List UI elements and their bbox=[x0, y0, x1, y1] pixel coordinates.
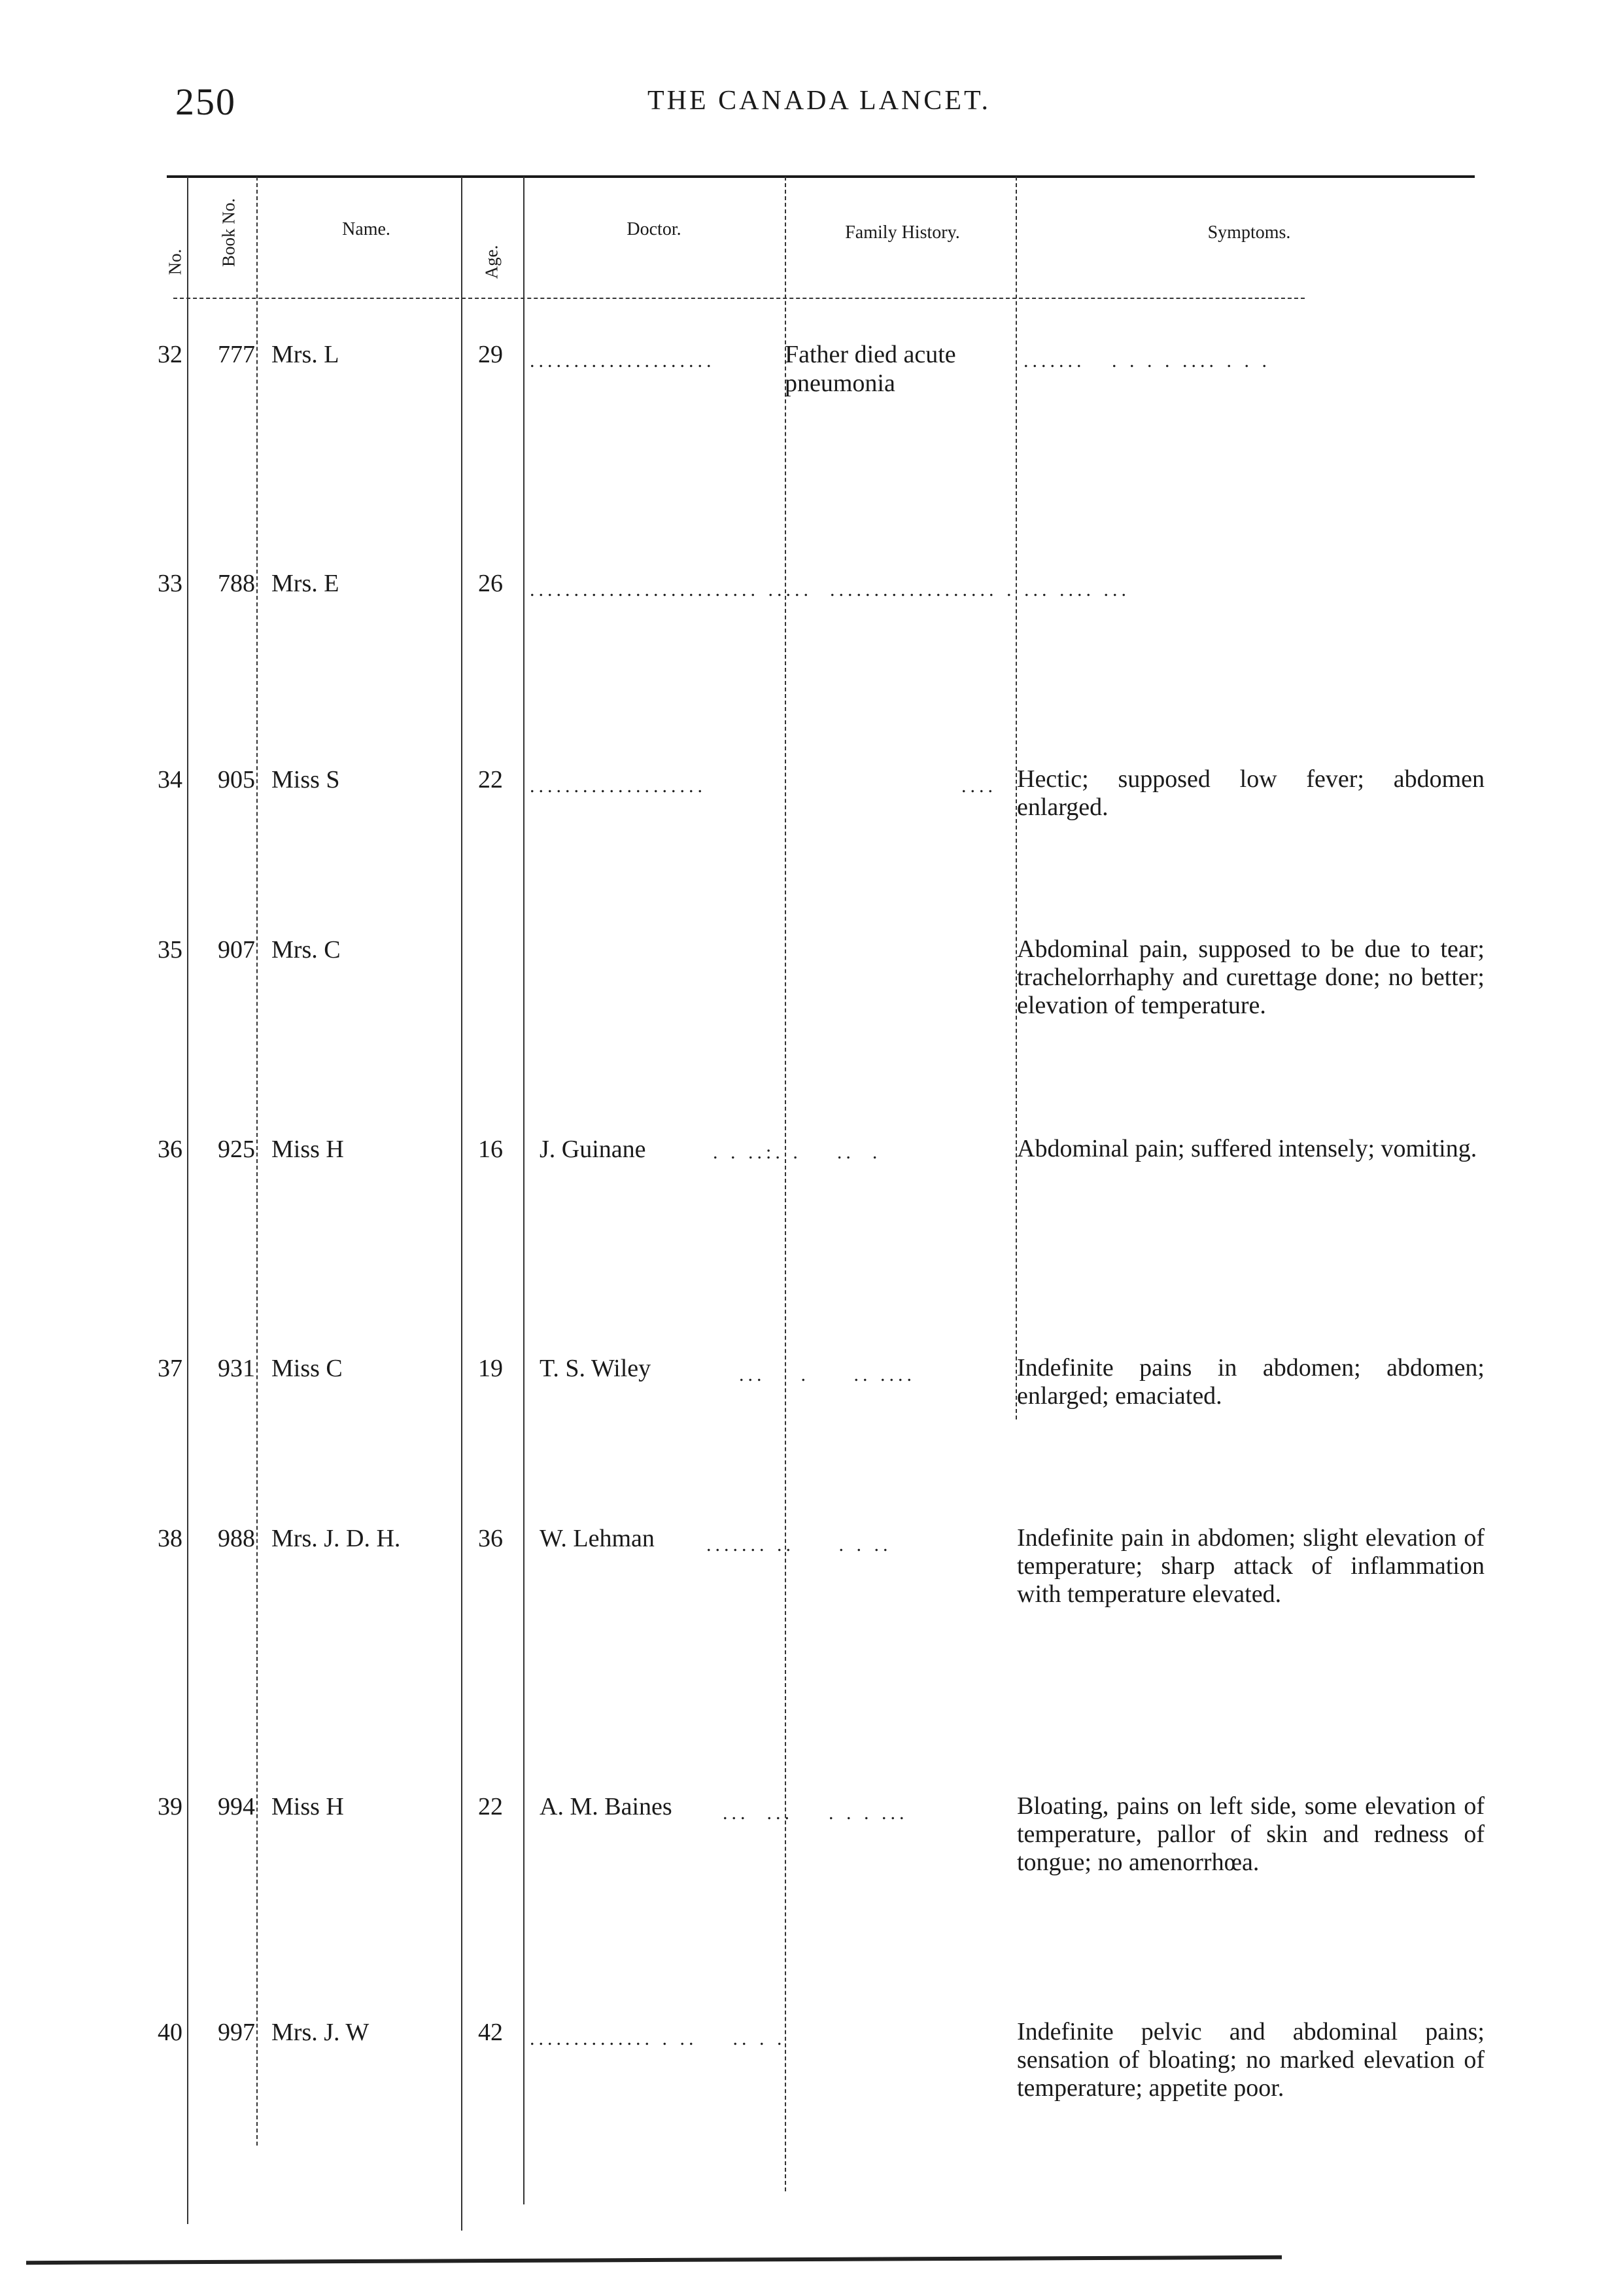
table-row bbox=[0, 569, 1599, 597]
patient-age: 29 bbox=[478, 341, 503, 368]
book-number: 788 bbox=[218, 570, 255, 597]
book-number: 994 bbox=[218, 1793, 255, 1820]
row-number: 39 bbox=[158, 1793, 182, 1820]
row-number: 33 bbox=[158, 570, 182, 597]
book-number: 931 bbox=[218, 1355, 255, 1382]
dot-leader: ... . .. .... bbox=[739, 1364, 916, 1385]
dot-leader: ....... . . . . .... . . . bbox=[1023, 350, 1271, 372]
dot-leader: ..................... bbox=[530, 350, 715, 372]
doctor-name: A. M. Baines bbox=[540, 1793, 672, 1820]
dot-leader: ... ... . . . ... bbox=[723, 1802, 908, 1824]
book-number: 925 bbox=[218, 1136, 255, 1163]
dot-leader: .................... bbox=[530, 775, 706, 797]
patient-name: Miss H bbox=[271, 1136, 344, 1163]
patient-age: 19 bbox=[478, 1355, 503, 1382]
doctor-name: T. S. Wiley bbox=[540, 1355, 651, 1382]
table-row bbox=[0, 1524, 1599, 1608]
column-header-name: Name. bbox=[342, 219, 390, 239]
column-divider-age bbox=[523, 177, 524, 2204]
column-header-book-no: Book No. bbox=[218, 198, 239, 268]
page-number: 250 bbox=[175, 80, 236, 123]
symptoms: Bloating, pains on left side, some elevation of temperature, pallor of skin and redness of tongue; no amenorrhœa. bbox=[1017, 1792, 1485, 1876]
row-number: 36 bbox=[158, 1136, 182, 1163]
book-number: 777 bbox=[218, 341, 255, 368]
row-number: 38 bbox=[158, 1525, 182, 1552]
patient-name: Mrs. E bbox=[271, 570, 339, 597]
patient-name: Miss S bbox=[271, 766, 340, 793]
doctor-name: J. Guinane bbox=[540, 1136, 646, 1163]
symptoms: Hectic; supposed low fever; abdomen enlarged. bbox=[1017, 765, 1485, 821]
patient-age: 22 bbox=[478, 766, 503, 793]
dot-leader: ....... .. . . .. bbox=[706, 1534, 892, 1556]
symptoms: Indefinite pain in abdomen; slight elevation of temperature; sharp attack of inflammation with temperature elevated. bbox=[1017, 1524, 1485, 1608]
dot-leader: .......................... ..... ................... . ... .... ... bbox=[530, 579, 1130, 600]
symptoms: Indefinite pains in abdomen; abdomen; enlarged; emaciated. bbox=[1017, 1354, 1485, 1410]
table-row bbox=[0, 935, 1599, 1019]
table-row bbox=[0, 2018, 1599, 2102]
patient-name: Mrs. C bbox=[271, 936, 341, 964]
column-header-doctor: Doctor. bbox=[627, 219, 681, 239]
patient-name: Mrs. J. W bbox=[271, 2019, 370, 2046]
table-row bbox=[0, 340, 1599, 397]
bottom-rule bbox=[26, 2255, 1282, 2265]
row-number: 40 bbox=[158, 2019, 182, 2046]
row-number: 35 bbox=[158, 936, 182, 964]
patient-name: Mrs. J. D. H. bbox=[271, 1525, 401, 1552]
book-number: 997 bbox=[218, 2019, 255, 2046]
symptoms: Abdominal pain; suffered intensely; vomiting. bbox=[1017, 1135, 1477, 1162]
patient-age: 22 bbox=[478, 1793, 503, 1820]
symptoms: Indefinite pelvic and abdominal pains; sensation of bloating; no marked elevation of temperature; appetite poor. bbox=[1017, 2018, 1485, 2102]
patient-name: Miss H bbox=[271, 1793, 344, 1820]
table-row bbox=[0, 1792, 1599, 1876]
header-underline bbox=[173, 298, 1305, 299]
dot-leader: .............. . .. .. . . bbox=[530, 2028, 786, 2049]
book-number: 907 bbox=[218, 936, 255, 964]
column-divider-book bbox=[256, 177, 258, 2146]
column-divider-name bbox=[461, 177, 462, 2231]
book-number: 905 bbox=[218, 766, 255, 793]
column-header-symptoms: Symptoms. bbox=[1207, 222, 1291, 243]
row-number: 37 bbox=[158, 1355, 182, 1382]
table-row bbox=[0, 1354, 1599, 1410]
patient-age: 26 bbox=[478, 570, 503, 597]
column-header-no: No. bbox=[165, 249, 185, 275]
column-header-family-history: Family History. bbox=[845, 222, 960, 243]
running-title: THE CANADA LANCET. bbox=[647, 86, 991, 116]
top-rule bbox=[167, 175, 1475, 178]
row-number: 32 bbox=[158, 341, 182, 368]
patient-age: 42 bbox=[478, 2019, 503, 2046]
patient-age: 16 bbox=[478, 1136, 503, 1163]
column-divider-no bbox=[187, 177, 188, 2224]
dot-leader: .... bbox=[961, 775, 997, 797]
patient-age: 36 bbox=[478, 1525, 503, 1552]
doctor-name: W. Lehman bbox=[540, 1525, 655, 1552]
row-number: 34 bbox=[158, 766, 182, 793]
dot-leader: . . ..:. . .. . bbox=[713, 1141, 882, 1163]
table-row bbox=[0, 765, 1599, 821]
family-history: Father died acute pneumonia bbox=[785, 341, 956, 397]
symptoms: Abdominal pain, supposed to be due to tear; trachelorrhaphy and curettage done; no better; elevation of temperature. bbox=[1017, 935, 1485, 1019]
patient-name: Miss C bbox=[271, 1355, 343, 1382]
column-header-age: Age. bbox=[481, 245, 502, 279]
patient-name: Mrs. L bbox=[271, 341, 339, 368]
column-divider-doctor bbox=[785, 177, 786, 2191]
book-number: 988 bbox=[218, 1525, 255, 1552]
